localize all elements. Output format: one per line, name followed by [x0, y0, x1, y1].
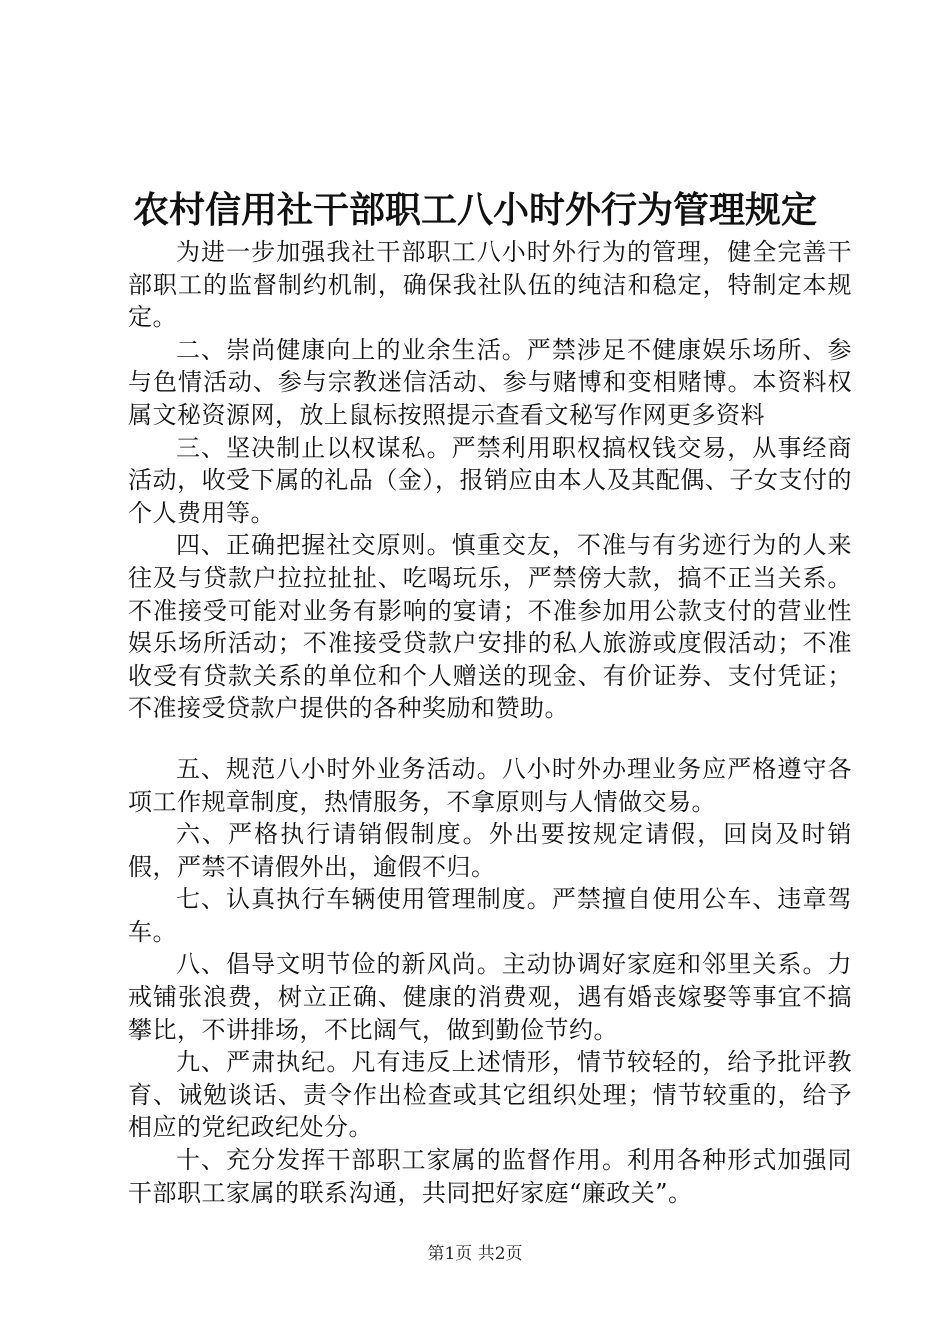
- paragraph-8: 八、倡导文明节俭的新风尚。主动协调好家庭和邻里关系。力戒铺张浪费，树立正确、健康的消费观，遇有婚丧嫁娶等事宜不搞攀比，不讲排场，不比阔气，做到勤俭节约。: [128, 950, 852, 1044]
- paragraph-6: 六、严格执行请销假制度。外出要按规定请假，回岗及时销假，严禁不请假外出，逾假不归。: [128, 820, 852, 881]
- paragraph-gap: [128, 725, 852, 753]
- paragraph-4: 四、正确把握社交原则。慎重交友，不准与有劣迹行为的人来往及与贷款户拉拉扯扯、吃喝玩乐，严禁傍大款，搞不正当关系。不准接受可能对业务有影响的宴请；不准参加用公款支付的营业性娱乐场所活动；不准接受贷款户安排的私人旅游或度假活动；不准收受有贷款关系的单位和个人赠送的现金、有价证券、支付凭证；不准接受贷款户提供的各种奖励和赞助。: [128, 531, 852, 723]
- page-number: 第1页 共2页: [427, 1244, 523, 1264]
- paragraph-3: 三、坚决制止以权谋私。严禁利用职权搞权钱交易，从事经商活动，收受下属的礼品（金），报销应由本人及其配偶、子女支付的个人费用等。: [128, 433, 852, 527]
- document-body: [128, 236, 852, 1209]
- paragraph-10: 十、充分发挥干部职工家属的监督作用。利用各种形式加强同干部职工家属的联系沟通，共同把好家庭“廉政关”。: [128, 1146, 852, 1207]
- document-title: 农村信用社干部职工八小时外行为管理规定: [132, 189, 817, 231]
- paragraph-2: 二、崇尚健康向上的业余生活。严禁涉足不健康娱乐场所、参与色情活动、参与宗教迷信活动、参与赌博和变相赌博。本资料权属文秘资源网，放上鼠标按照提示查看文秘写作网更多资料: [128, 335, 852, 429]
- paragraph-5: 五、规范八小时外业务活动。八小时外办理业务应严格遵守各项工作规章制度，热情服务，不拿原则与人情做交易。: [128, 754, 852, 816]
- paragraph-7: 七、认真执行车辆使用管理制度。严禁擅自使用公车、违章驾车。: [128, 885, 852, 946]
- paragraph-9: 九、严肃执纪。凡有违反上述情形，情节较轻的，给予批评教育、诫勉谈话、责令作出检查或其它组织处理；情节较重的，给予相应的党纪政纪处分。: [128, 1048, 852, 1142]
- paragraph-intro: 为进一步加强我社干部职工八小时外行为的管理，健全完善干部职工的监督制约机制，确保我社队伍的纯洁和稳定，特制定本规定。: [128, 238, 852, 332]
